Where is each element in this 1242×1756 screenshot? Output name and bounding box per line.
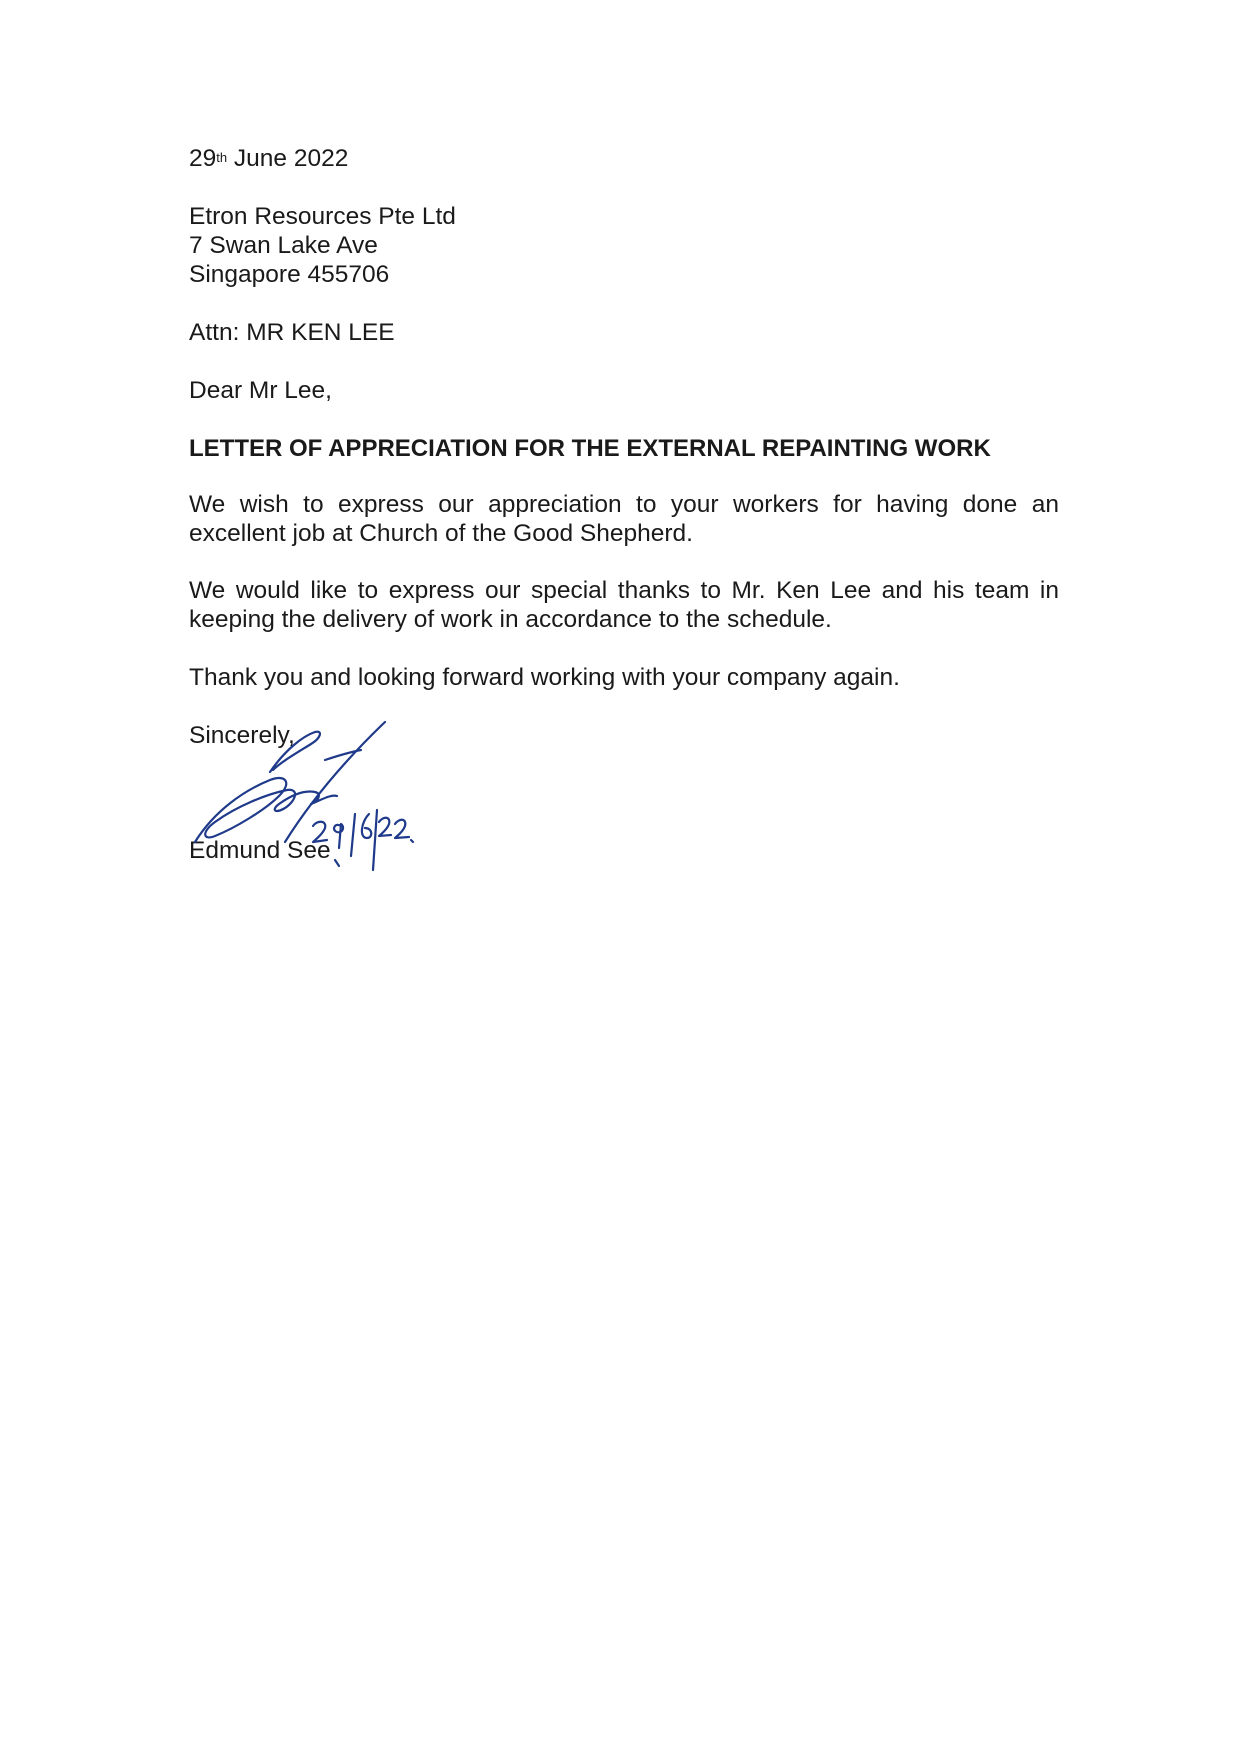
attention-line: Attn: MR KEN LEE [189,319,395,346]
date-day: 29 [189,145,217,172]
signature-date-6 [362,814,371,838]
signature-date-slash1 [351,814,355,856]
date-suffix: th [216,150,228,165]
signature-date-22a [379,818,391,836]
signature-upper-stroke [270,732,320,772]
closing: Sincerely, [189,722,295,749]
letter-subject: LETTER OF APPRECIATION FOR THE EXTERNAL REPAINTING WORK [189,435,991,462]
signature-date-9 [334,824,343,848]
salutation: Dear Mr Lee, [189,377,332,404]
body-paragraph-1: We wish to express our appreciation to your workers for having done an excellent job at Church of the Good Shepherd. [189,491,1059,547]
handwritten-signature [175,710,415,875]
signature-loop-stroke [195,778,337,842]
signature-date-slash2 [373,810,377,870]
body-paragraph-2: We would like to express our special thanks to Mr. Ken Lee and his team in keeping the delivery of work in accordance to the schedule. [189,577,1059,633]
recipient-street: 7 Swan Lake Ave [189,232,378,259]
signature-date-22b [395,820,409,838]
recipient-city: Singapore 455706 [189,261,390,288]
date-month-year: June 2022 [227,145,349,172]
recipient-company: Etron Resources Pte Ltd [189,203,456,230]
signature-date-2 [313,822,327,842]
body-paragraph-3: Thank you and looking forward working with your company again. [189,664,900,691]
signature-date-dot [411,840,413,842]
signature-dash-stroke [325,750,361,760]
signature-date-tick [335,860,339,866]
letter-date [189,144,348,173]
signer-name: Edmund See [189,837,331,864]
